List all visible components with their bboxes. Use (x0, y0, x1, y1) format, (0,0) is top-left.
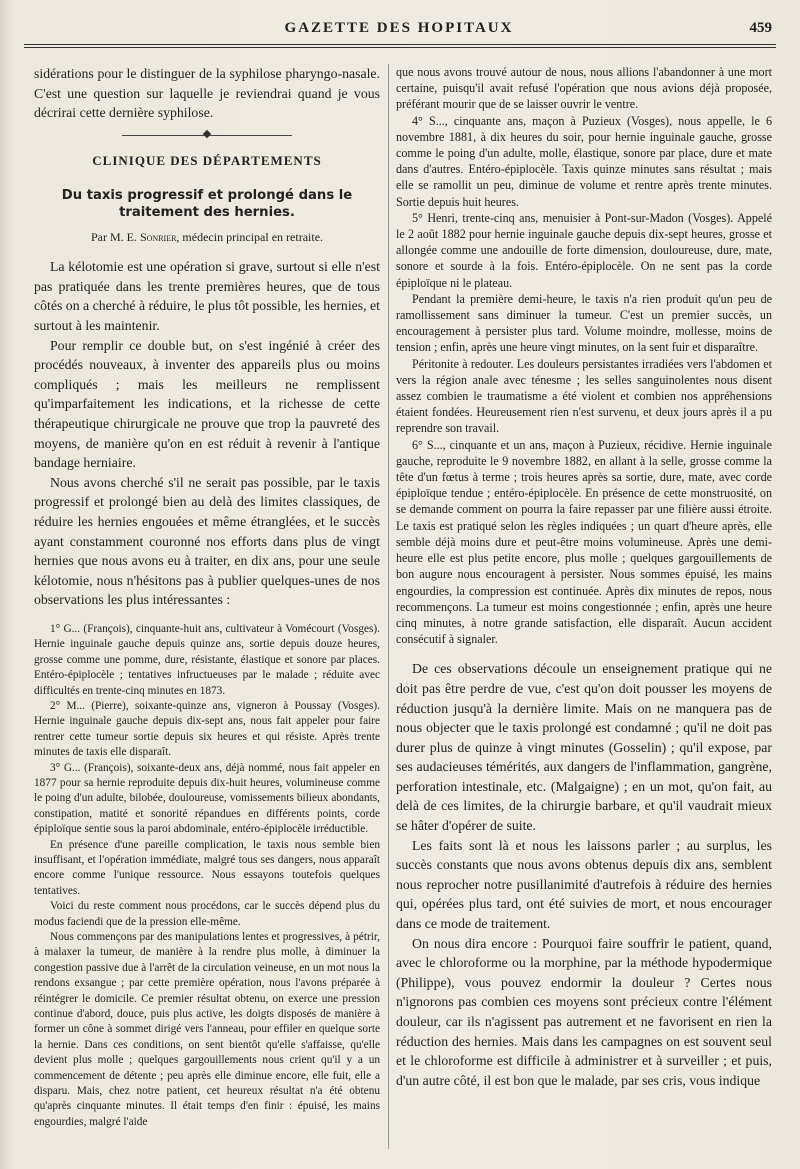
observation-paragraph: Péritonite à redouter. Les douleurs persistantes irradiées vers l'abdomen et vers la région anale avec ténesme ; les selles sanguinolentes nous disent assez combien le traumatisme a été violent et combien nos appréhensions étaient fondées. Heureusement rien n'est survenu, et deux jours après il a pu reprendre son travail. (396, 356, 772, 436)
observation-paragraph: 2° M... (Pierre), soixante-quinze ans, vigneron à Poussay (Vosges). Hernie inguinale gauche depuis dix-sept ans, nous fait appeler pour faire rentrer cette tumeur sortie depuis six heures et qui résiste. Après trente minutes de taxis elle disparaît. (34, 699, 380, 759)
observation-paragraph: Pendant la première demi-heure, le taxis n'a rien produit qu'un peu de ramollissement sans diminuer la tumeur. C'est un premier succès, un encouragement à persister plus tard. Volume moindre, mollesse, moins de tension ; enfin, après une heure vingt minutes, on la sent fuir et disparaître. (396, 291, 772, 355)
body-paragraph: On nous dira encore : Pourquoi faire souffrir le patient, quand, avec le chloroforme ou la morphine, par la méthode hypodermique (Philippe), vous pouvez endormir la douleur ? Certes nous n'ignorons pas combien ces moyens sont précieux contre l'élément douleur, car ils n'agissent pas autrement et ne favorisent en rien la réduction des hernies. Mais dans les campagnes on est souvent seul et le chloroforme est difficile à administrer et à surveiller ; et puis, d'un autre côté, il est bon que le malade, par ses cris, vous indique (396, 935, 772, 1088)
byline-suffix: , médecin principal en retraite. (176, 229, 324, 244)
byline-prefix: Par M. E. (90, 229, 137, 244)
observation-paragraph: que nous avons trouvé autour de nous, nous allions l'abandonner à une mort certaine, puisqu'il avait refusé l'opération que nous avions déjà proposée, préférant mourir que de se laisser ouvrir le ventre. (396, 65, 772, 112)
intro-text: sidérations pour le distinguer de la syphilose pharyngo-nasale. C'est une question sur laquelle je reviendrai quand je vous décrirai cette dernière syphilose. (34, 66, 380, 121)
article-title: Du taxis progressif et prolongé dans le traitement des hernies. (61, 187, 353, 220)
observation-paragraph: 1° G... (François), cinquante-huit ans, cultivateur à Vomécourt (Vosges). Hernie inguinale gauche depuis quinze ans, sortie depuis douze heures, grosse comme une pomme, dure, résistante, élastique et sonore par places. Entéro-épiplocèle ; tentatives infructueuses par le malade ; réduite avec difficultés en trente-cinq minutes en 1873. (34, 622, 380, 697)
page-number: 459 (749, 20, 772, 36)
observation-paragraph: Voici du reste comment nous procédons, car le succès dépend plus du modus faciendi que de la pression elle-même. (34, 900, 380, 928)
byline-author: Sonrier (139, 229, 177, 244)
observation-paragraph: 3° G... (François), soixante-deux ans, déjà nommé, nous fait appeler en 1877 pour sa hernie reproduite depuis dix-huit heures, volumineuse comme le poing d'un adulte, bilobée, douloureuse, vomissements bilieux abondants, constipation, matité et sonorité répandues en différents points, corde épiploïque sentie sous la paroi abdominale, entéro-épiplocèle irréductible. (34, 761, 380, 836)
body-paragraph: Pour remplir ce double but, on s'est ingénié à créer des procédés nouveaux, à inventer des appareils plus ou moins compliqués ; mais les meilleurs ne remplissent qu'imparfaitement les indications, et la richesse de cette thérapeutique chirurgicale ne prouve que trop la pauvreté des moyens, de manière qu'on en est réduit à revenir à l'antique bandage herniaire. (34, 337, 380, 471)
byline (34, 229, 380, 245)
body-paragraph: Les faits sont là et nous les laissons parler ; au surplus, les succès constants que nous avons obtenus depuis dix ans, semblent nous reprocher notre pusillanimité d'autrefois à réduire des hernies qui, opérées plus tard, ont été suivies de mort, et nous encourager dans ce mode de traitement. (396, 837, 772, 932)
body-paragraph: La kélotomie est une opération si grave, surtout si elle n'est pas pratiquée dans les trente premières heures, que de tous côtés on a cherché à réduire, le plus tôt possible, les hernies, et surtout à les maintenir. (34, 259, 380, 333)
observation-paragraph: 5° Henri, trente-cinq ans, menuisier à Pont-sur-Madon (Vosges). Appelé le 2 août 1882 pour hernie inguinale gauche depuis dix-sept heures, grosse et allongée comme une andouille de forte dimension, douloureuse, dure, mate, sonore et sourde à la fois. Entéro-épiplocèle. On ne sent pas la corde épiploïque ni le plateau. (396, 210, 772, 290)
observation-paragraph: En présence d'une pareille complication, le taxis nous semble bien insuffisant, et l'opération immédiate, malgré tous ses dangers, nous apparaît encore comme l'unique ressource. Nous essayons toutefois quelques tentatives. (34, 838, 380, 897)
running-head (24, 18, 774, 40)
left-column (34, 64, 380, 1151)
observation-paragraph: 6° S..., cinquante et un ans, maçon à Puzieux, récidive. Hernie inguinale gauche, reproduite le 9 novembre 1882, en allant à la selle, grosse comme la tête d'un fœtus à terme ; trois heures après sa sortie, dure, mate, avec corde épiploïque tendue ; entéro-épiplocèle. En présence de cette monstruosité, on se demande comment on pourra la faire repasser par une filière aussi étroite. Le taxis est pratiqué selon les règles indiquées ; un quart d'heure après, elle semble déjà moins dure et peut-être moins volumineuse. Après une demi-heure elle est plus petite encore, plus molle ; quelques gargouillements de bon augure nous encouragent à persister. Nous sommes épuisé, les mains engourdies, la compression est continuée. Après dix minutes de repos, nous recommençons. La tumeur est moins congestionnée ; enfin, après une heure cinq minutes, à notre grande satisfaction, elle disparaît. Aucun accident consécutif à signaler. (396, 437, 772, 647)
right-column (396, 64, 772, 1151)
observation-paragraph: Nous commençons par des manipulations lentes et progressives, à pétrir, à malaxer la tumeur, de manière à la rendre plus molle, à diminuer la congestion passive due à l'arrêt de la circulation veineuse, en un mot nous la rendons exsangue ; par cette première opération, nous l'avons préparée à réintégrer le domicile. Ce premier résultat obtenu, on exerce une pression continue d'abord, douce, puis plus active, les doigts disposés de manière à former un cône à sommet dirigé vers l'anneau, pour effiler en quelque sorte la hernie. Dans ces conditions, on sent bientôt qu'elle s'affaisse, qu'elle devient plus molle ; quelques gargouillements nous crient qu'il y a un commencement de détente ; peu après elle diminue encore, elle fuit, elle a disparu. Mais, chez notre patient, cet heureux résultat n'a été obtenu qu'après cinquante minutes. Il était temps d'en finir : épuisé, les mains engourdies, malgré l'aide (34, 931, 380, 1128)
journal-title: GAZETTE DES HOPITAUX (284, 20, 514, 36)
header-rule-top (24, 44, 776, 45)
section-separator (122, 131, 292, 139)
body-paragraph: Nous avons cherché s'il ne serait pas possible, par le taxis progressif et prolongé bien au delà des limites classiques, de réduire les hernies engouées et même étranglées, et le succès ayant constamment couronné nos efforts dans plus de vingt hernies que nous avons eu à traiter, en dix ans, pour une seule kélotomie, nous n'hésitons pas à publier quelques-unes de nos observations les plus intéressantes : (34, 474, 380, 608)
column-divider (388, 64, 389, 1149)
separator-ornament (203, 130, 211, 138)
body-paragraph: De ces observations découle un enseignement pratique qui ne doit pas être perdre de vue, c'est qu'on doit pousser les moyens de réduction jusqu'à la dernière limite. Mais on ne manquera pas de nous objecter que le taxis prolongé est condamné ; qu'il ne doit pas durer plus de quinze à vingt minutes (Gosselin) ; qu'il expose, par ses audacieuses témérités, aux dangers de l'inflammation, gangrène, perforation intestinale, etc. (Malgaigne) ; en un mot, qu'on fait, au delà de ces limites, de la chirurgie barbare, et qu'il vaudrait mieux se hâter d'opérer de suite. (396, 661, 772, 834)
observation-paragraph: 4° S..., cinquante ans, maçon à Puzieux (Vosges), nous appelle, le 6 novembre 1881, à dix heures du soir, pour hernie inguinale gauche, grosse comme le poing d'un adulte, molle, élastique, sonore par place, dure et mate dans d'autres. Entéro-épiplocèle. Taxis quinze minutes sans résultat ; mais elle se ramollit un peu, diminue de volume et rentre après trente minutes. Sortie depuis huit heures. (396, 113, 772, 209)
header-rule-bottom (24, 47, 776, 48)
section-title: CLINIQUE DES DÉPARTEMENTS (92, 152, 322, 168)
